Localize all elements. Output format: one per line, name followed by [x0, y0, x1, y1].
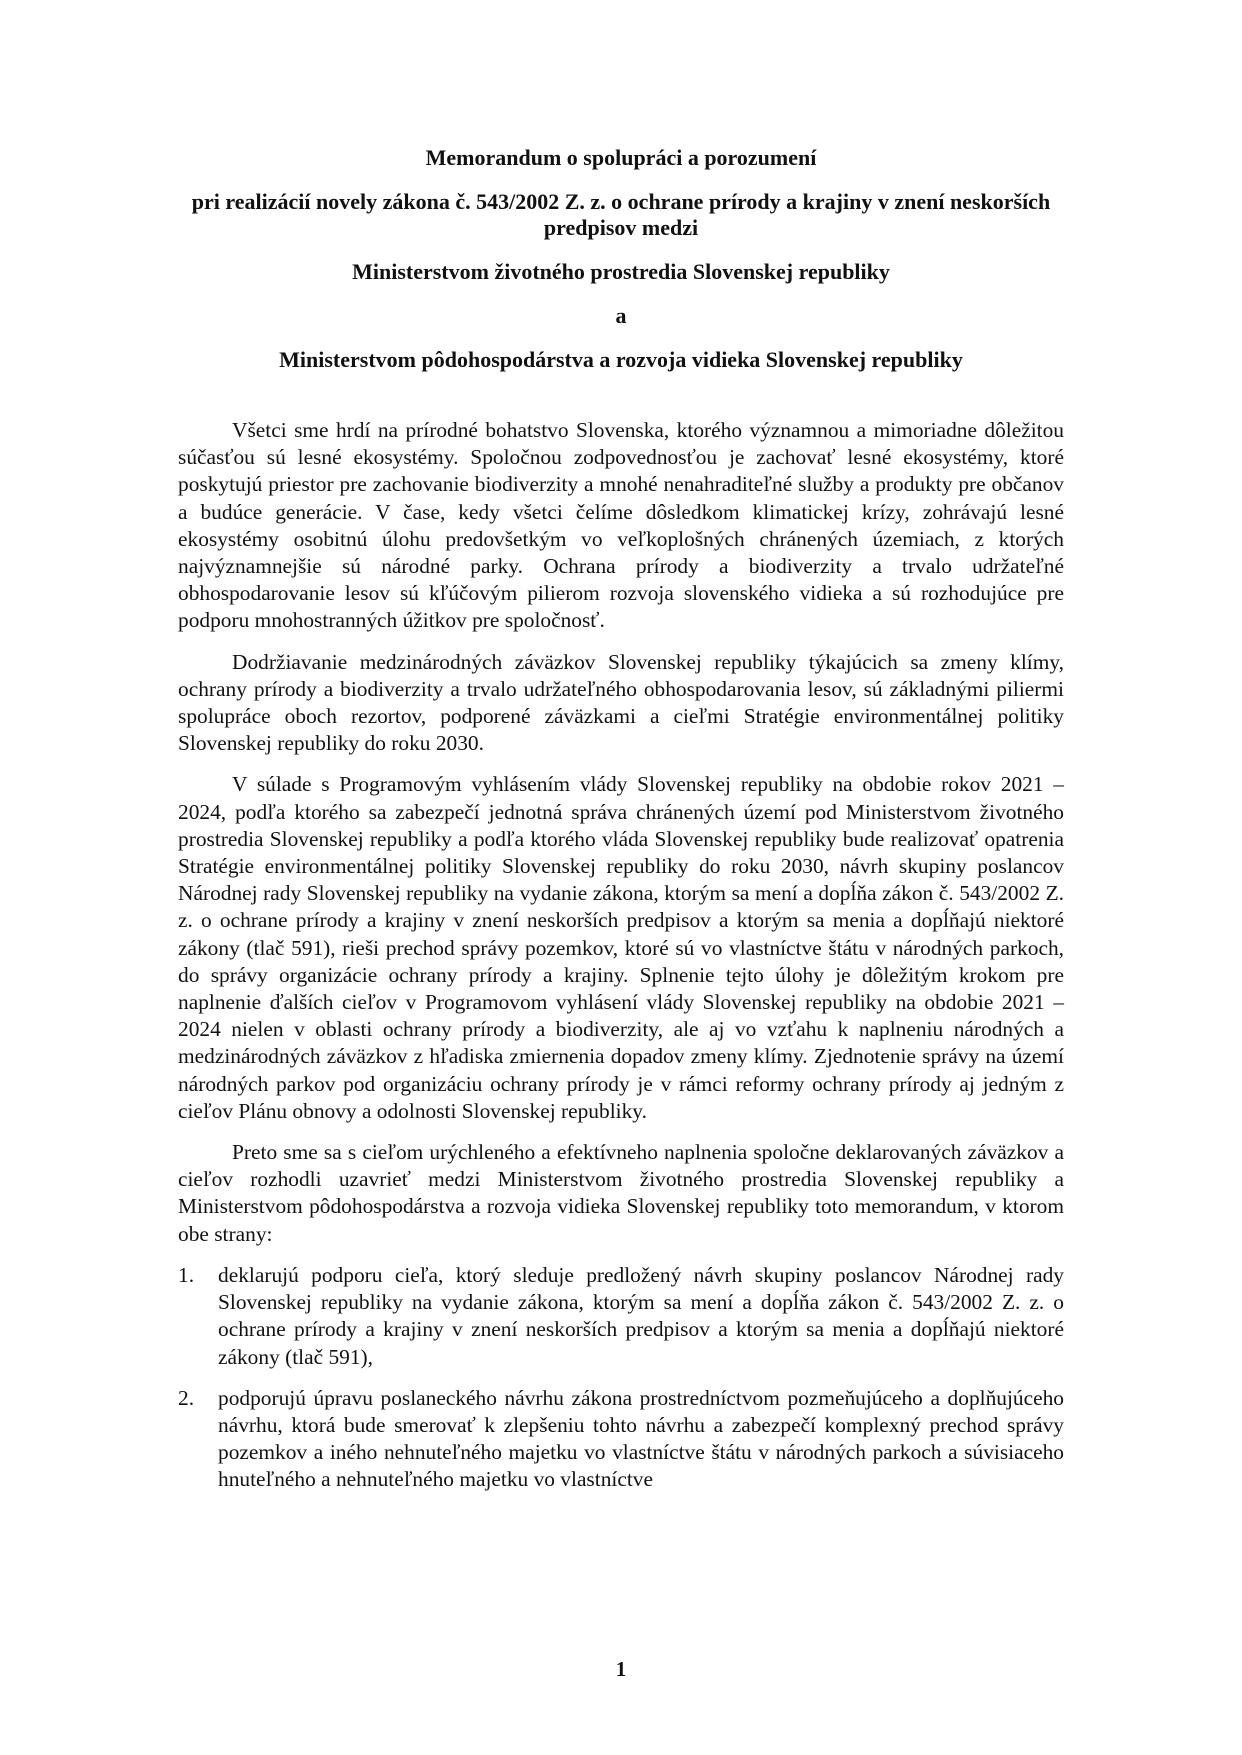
- list-item-text: deklarujú podporu cieľa, ktorý sleduje predložený návrh skupiny poslancov Národnej rady Slovenskej republiky na vydanie zákona, ktorým sa mení a dopĺňa zákon č. 543/2002 Z. z. o ochrane prírody a krajiny v znení neskorších predpisov a ktorým sa menia a dopĺňajú niektoré zákony (tlač 591),: [218, 1262, 1064, 1369]
- page-number: 1: [615, 1657, 627, 1681]
- list-item-text: podporujú úpravu poslaneckého návrhu zákona prostredníctvom pozmeňujúceho a doplňujúceho návrhu, ktorá bude smerovať k zlepšeniu tohto návrhu a zabezpečí komplexný prechod správy pozemkov a iného nehnuteľného majetku vo vlastníctve štátu v národných parkoch a súvisiaceho hnuteľného a nehnuteľného majetku vo vlastníctve: [218, 1385, 1064, 1492]
- title-line-1: Memorandum o spolupráci a porozumení: [425, 145, 817, 170]
- list-item: [178, 1262, 1064, 1371]
- document-body: [178, 417, 1064, 1494]
- title-line-5: Ministerstvom pôdohospodárstva a rozvoja vidieka Slovenskej republiky: [279, 347, 963, 372]
- list-item-number: 2.: [178, 1385, 195, 1410]
- paragraph: Preto sme sa s cieľom urýchleného a efektívneho naplnenia spoločne deklarovaných záväzkov a cieľov rozhodli uzavrieť medzi Ministerstvom životného prostredia Slovenskej republiky a Ministerstvom pôdohospodárstva a rozvoja vidieka Slovenskej republiky toto memorandum, v ktorom obe strany:: [178, 1140, 1064, 1246]
- paragraph: Dodržiavanie medzinárodných záväzkov Slovenskej republiky týkajúcich sa zmeny klímy, ochrany prírody a biodiverzity a trvalo udržateľného obhospodarovania lesov, sú základnými piliermi spolupráce oboch rezortov, podporené záväzkami a cieľmi Stratégie environmentálnej politiky Slovenskej republiky do roku 2030.: [178, 649, 1064, 756]
- list-item-number: 1.: [178, 1262, 195, 1287]
- document-title: [178, 145, 1064, 373]
- title-line-3: Ministerstvom životného prostredia Slovenskej republiky: [352, 259, 890, 284]
- title-line-4: a: [615, 303, 627, 328]
- list-item: [178, 1385, 1064, 1494]
- paragraph: V súlade s Programovým vyhlásením vlády Slovenskej republiky na obdobie rokov 2021 – 2024, podľa ktorého sa zabezpečí jednotná správa chránených území pod Ministerstvom životného prostredia Slovenskej republiky a podľa ktorého vláda Slovenskej republiky bude realizovať opatrenia Stratégie environmentálnej politiky Slovenskej republiky do roku 2030, návrh skupiny poslancov Národnej rady Slovenskej republiky na vydanie zákona, ktorým sa mení a dopĺňa zákon č. 543/2002 Z. z. o ochrane prírody a krajiny v znení neskorších predpisov a ktorým sa menia a dopĺňajú niektoré zákony (tlač 591), rieši prechod správy pozemkov, ktoré sú vo vlastníctve štátu v národných parkoch, do správy organizácie ochrany prírody a krajiny. Splnenie tejto úlohy je dôležitým krokom pre naplnenie ďalších cieľov v Programovom vyhlásení vlády Slovenskej republiky na obdobie 2021 – 2024 nielen v oblasti ochrany prírody a biodiverzity, ale aj vo vzťahu k naplneniu národných a medzinárodných záväzkov z hľadiska zmiernenia dopadov zmeny klímy. Zjednotenie správy na území národných parkov pod organizáciu ochrany prírody je v rámci reformy ochrany prírody aj jedným z cieľov Plánu obnovy a odolnosti Slovenskej republiky.: [178, 772, 1064, 1123]
- numbered-list: [178, 1262, 1064, 1494]
- title-line-2: pri realizácií novely zákona č. 543/2002 Z. z. o ochrane prírody a krajiny v znení neskorších predpisov medzi: [191, 189, 1051, 240]
- paragraph: Všetci sme hrdí na prírodné bohatstvo Slovenska, ktorého významnou a mimoriadne dôležitou súčasťou sú lesné ekosystémy. Spoločnou zodpovednosťou je zachovať lesné ekosystémy, ktoré poskytujú priestor pre zachovanie biodiverzity a mnohé nenahraditeľné služby a produkty pre občanov a budúce generácie. V čase, kedy všetci čelíme dôsledkom klimatickej krízy, zohrávajú lesné ekosystémy osobitnú úlohu predovšetkým vo veľkoplošných chránených územiach, z ktorých najvýznamnejšie sú národné parky. Ochrana prírody a biodiverzity a trvalo udržateľné obhospodarovanie lesov sú kľúčovým pilierom rozvoja slovenského vidieka a sú rozhodujúce pre podporu mnohostranných úžitkov pre spoločnosť.: [178, 418, 1064, 633]
